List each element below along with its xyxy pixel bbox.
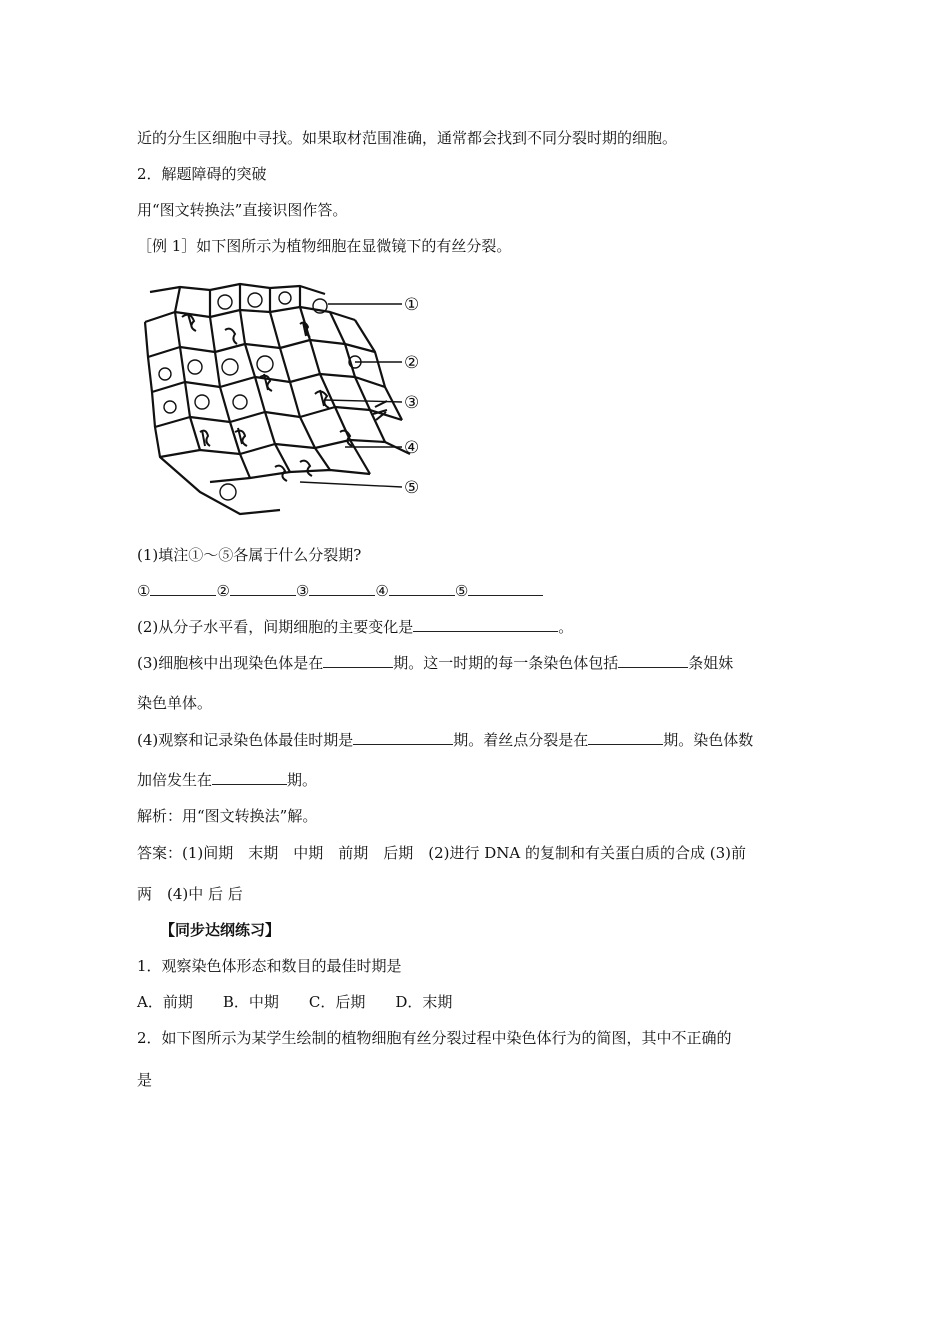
figure-label-3: ③ xyxy=(404,393,420,413)
practice-1: 1．观察染色体形态和数目的最佳时期是 xyxy=(137,957,402,975)
question-2-end: 。 xyxy=(558,618,574,636)
blank-q4-1[interactable] xyxy=(353,730,453,745)
blank-5[interactable] xyxy=(468,581,543,596)
question-2-text: (2)从分子水平看，间期细胞的主要变化是 xyxy=(137,618,414,636)
figure-label-5: ⑤ xyxy=(404,478,420,498)
question-3-text-b: 期。这一时期的每一条染色体包括 xyxy=(393,654,619,672)
question-3 xyxy=(137,653,733,673)
blank-q4-2[interactable] xyxy=(588,730,663,745)
question-1: (1)填注①～⑤各属于什么分裂期? xyxy=(137,546,362,564)
answer-line-1: 答案：(1)间期 末期 中期 前期 后期 (2)进行 DNA 的复制和有关蛋白质的合成 (3)前 xyxy=(137,844,747,862)
blank-q3-1[interactable] xyxy=(323,653,393,668)
text-line-3: 用“图文转换法”直接识图作答。 xyxy=(137,201,348,219)
question-3-text-c: 条姐妹 xyxy=(688,654,734,672)
answer-line-2: 两 (4)中 后 后 xyxy=(137,885,243,903)
question-4-text-d: 加倍发生在 xyxy=(137,771,213,789)
example-title: ［例 1］如下图所示为植物细胞在显微镜下的有丝分裂。 xyxy=(137,237,512,255)
blank-q3-2[interactable] xyxy=(618,653,688,668)
question-3-cont: 染色单体。 xyxy=(137,694,213,712)
question-4-text-a: (4)观察和记录染色体最佳时期是 xyxy=(137,731,354,749)
practice-1-options: A．前期 B．中期 C．后期 D．末期 xyxy=(137,993,453,1011)
figure-label-2: ② xyxy=(404,353,420,373)
blank-3[interactable] xyxy=(309,581,375,596)
practice-2-cont: 是 xyxy=(137,1071,153,1089)
question-4-cont xyxy=(137,770,317,790)
circled-4: ④ xyxy=(375,582,389,600)
question-4 xyxy=(137,730,753,750)
practice-2: 2．如下图所示为某学生绘制的植物细胞有丝分裂过程中染色体行为的简图，其中不正确的 xyxy=(137,1029,732,1047)
heading-obstacle: 2．解题障碍的突破 xyxy=(137,165,267,183)
blank-2[interactable] xyxy=(230,581,296,596)
blank-q4-3[interactable] xyxy=(212,770,287,785)
circled-1: ① xyxy=(137,582,151,600)
text-line-1: 近的分生区细胞中寻找。如果取材范围准确，通常都会找到不同分裂时期的细胞。 xyxy=(137,129,678,147)
analysis: 解析：用“图文转换法”解。 xyxy=(137,807,318,825)
figure-label-1: ① xyxy=(404,295,420,315)
blank-q2[interactable] xyxy=(413,617,558,632)
blank-1[interactable] xyxy=(150,581,216,596)
question-4-text-e: 期。 xyxy=(287,771,318,789)
blank-4[interactable] xyxy=(389,581,455,596)
circled-5: ⑤ xyxy=(454,582,469,600)
circled-3: ③ xyxy=(295,582,310,600)
question-3-text-a: (3)细胞核中出现染色体是在 xyxy=(137,654,324,672)
question-4-text-b: 期。着丝点分裂是在 xyxy=(453,731,589,749)
question-1-blanks xyxy=(137,581,543,601)
question-2 xyxy=(137,617,573,637)
section-title: 【同步达纲练习】 xyxy=(160,921,281,939)
mitosis-cells-figure xyxy=(140,282,440,520)
question-4-text-c: 期。染色体数 xyxy=(663,731,754,749)
figure-label-4: ④ xyxy=(404,438,420,458)
circled-2: ② xyxy=(216,582,230,600)
